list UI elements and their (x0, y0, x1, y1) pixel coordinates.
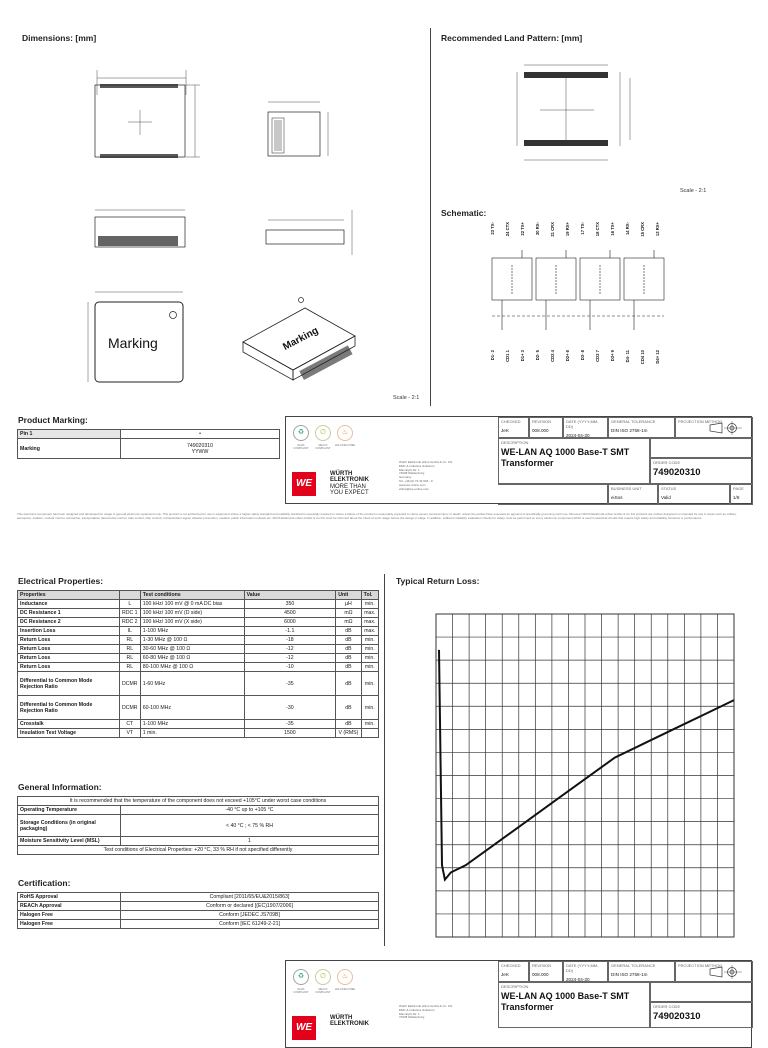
cell: min. (361, 720, 378, 729)
schematic-pin-label: CD3 7 (595, 350, 600, 362)
tolerance-label: GENERAL TOLERANCE (611, 963, 656, 968)
cell: max. (361, 627, 378, 636)
date-value: 2024-04-30 (566, 977, 590, 982)
checked-value: JeK (501, 972, 509, 977)
table-row (18, 672, 379, 696)
cell: dB (336, 720, 361, 729)
schematic-pin-label: 21 CRX (550, 222, 555, 237)
cell: min. (361, 645, 378, 654)
cell: dB (336, 654, 361, 663)
checked-cell (498, 417, 529, 438)
table-row (18, 636, 379, 645)
schematic-pin-label: 19 RX+ (565, 222, 570, 237)
cell: dB (336, 636, 361, 645)
checked-label: CHECKED (501, 419, 521, 424)
electrical-table (17, 590, 379, 738)
schematic-pin-label: D2+ 6 (565, 350, 570, 362)
cell: µH (336, 600, 361, 609)
title-block (285, 416, 752, 504)
schematic-pin-label: D3- 8 (580, 350, 585, 361)
cell: -12 (244, 645, 336, 654)
cell: max. (361, 609, 378, 618)
col-header: Properties (18, 591, 120, 600)
table-row (18, 618, 379, 627)
table-row (18, 729, 379, 738)
status-value: Valid (661, 495, 671, 500)
cell: -40 °C up to +105 °C (121, 806, 379, 815)
cell: L (119, 600, 140, 609)
cell: 1-100 MHz (140, 627, 244, 636)
company-name (330, 1015, 369, 1028)
cell: 100 kHz/ 100 mV (D side) (140, 609, 244, 618)
schematic-pin-label: D3+ 9 (610, 350, 615, 362)
table-row (18, 893, 379, 902)
address-line: 74638 Waldenburg (399, 1015, 425, 1020)
schematic-title: Schematic: (441, 208, 487, 218)
rohs-badge-label: RoHS COMPLIANT (293, 988, 309, 994)
blank-cell (650, 982, 753, 1002)
product-marking-table (17, 429, 280, 459)
return-loss-title: Typical Return Loss: (396, 576, 480, 586)
marking-label-3d: Marking (281, 325, 321, 353)
schematic-pins-bottom (488, 350, 668, 378)
cell: max. (361, 618, 378, 627)
company-line1: WÜRTH (330, 471, 353, 477)
halogen-badge-icon: ♨ (337, 425, 353, 441)
marking-label: Marking (108, 335, 158, 351)
business-value: eiSos (611, 495, 623, 500)
table-row (18, 439, 280, 459)
bottom-divider (384, 574, 385, 946)
schematic-pin-label: D1+ 3 (520, 350, 525, 362)
schematic-pin-label: 23 TX- (490, 222, 495, 235)
cell (361, 729, 378, 738)
address-line: EMC & Inductive Solutions (399, 463, 435, 468)
table-row (18, 696, 379, 720)
reach-badge-icon: ∅ (315, 425, 331, 441)
cell: Inductance (18, 600, 120, 609)
address-line: www.we-online.com (399, 482, 426, 487)
schematic-pin-label: D1- 2 (490, 350, 495, 361)
cell: Return Loss (18, 636, 120, 645)
projection-cell (675, 961, 753, 982)
table-row (18, 627, 379, 636)
company-line1: WÜRTH (330, 1015, 353, 1021)
projection-icon (708, 421, 744, 435)
general-note-bottom: Test conditions of Electrical Properties: +20 °C, 33 % RH if not specified differently (18, 846, 379, 855)
marking-row-label: Marking (18, 439, 121, 459)
schematic-pin-label: 16 TX+ (610, 222, 615, 236)
address-line: Würth Elektronik eiSos GmbH & Co. KG (399, 460, 453, 464)
tolerance-value: DIN ISO 2768-1m (611, 972, 648, 977)
cell: -35 (244, 720, 336, 729)
cell: 100 kHz/ 100 mV (X side) (140, 618, 244, 627)
schematic-pin-label: 18 CTX (595, 222, 600, 237)
cell: DCMR (119, 672, 140, 696)
company-line2: ELEKTRONIK (330, 477, 369, 484)
cell: Moisture Sensitivity Level (MSL) (18, 837, 121, 846)
cell: Differential to Common Mode Rejection Ratio (18, 672, 120, 696)
cell: dB (336, 672, 361, 696)
address-line: Tel. +49 (0) 79 42 945 - 0 (399, 478, 433, 483)
certification-table (17, 892, 379, 929)
business-label: BUSINESS UNIT (611, 486, 642, 491)
general-note-top: It is recommended that the temperature of the component does not exceed +105°C under worst case conditions (18, 797, 379, 806)
land-pattern-scale: Scale - 2:1 (680, 188, 707, 194)
general-title: General Information: (18, 782, 102, 792)
cell: Crosstalk (18, 720, 120, 729)
revision-value: 008.000 (532, 428, 549, 433)
cell: 350 (244, 600, 336, 609)
table-row (18, 837, 379, 846)
order-code-value: 749020310 (653, 467, 701, 478)
cell: -30 (244, 696, 336, 720)
cell: -1.1 (244, 627, 336, 636)
return-loss-chart (436, 614, 736, 939)
cell: 1 min. (140, 729, 244, 738)
schematic-pin-label: 20 RX- (535, 222, 540, 236)
cell: RDC 2 (119, 618, 140, 627)
schematic-pins-top (488, 222, 668, 248)
cell: min. (361, 654, 378, 663)
cell: 1500 (244, 729, 336, 738)
description-cell (498, 982, 650, 1028)
table-row (18, 663, 379, 672)
disclaimer: This electronic component has been designed and developed for usage in general electronic equipment only. This product is not authorized for use in equipment where a higher safety standard and reliability standard is especially required or where a failure of the product is reasonably expected to cause severe personal injury or death, unless the parties have executed an agreement specifically governing such use. Moreover Würth Elektronik eiSos GmbH & Co KG products are neither designed nor intended for use in areas such as military, aerospace, aviation, nuclear control, submarine, transportation (automotive control, train control, ship control), transportation signal, disaster prevention, medical, public information network etc. Würth Elektronik eiSos GmbH & Co KG must be informed about the intent of such usage before the design-in stage. In addition, sufficient reliability evaluation checks for safety must be performed on every electronic component which is used in electrical circuits that require high safety and reliability functions or performance. (17, 512, 737, 520)
cell: 1-30 MHz @ 100 Ω (140, 636, 244, 645)
description-label: DESCRIPTION (501, 440, 529, 445)
we-logo: WE (292, 1016, 316, 1040)
col-header: Tol. (361, 591, 378, 600)
status-label: STATUS (661, 486, 677, 491)
cell: RL (119, 654, 140, 663)
table-row (18, 720, 379, 729)
cell: REACh Approval (18, 902, 121, 911)
cell: 1-100 MHz (140, 720, 244, 729)
schematic-drawing (488, 250, 668, 350)
marking-pin-value: • (121, 430, 280, 439)
rohs-badge-icon: ♻ (293, 969, 309, 985)
cell: min. (361, 636, 378, 645)
company-name (330, 471, 369, 497)
cell: mΩ (336, 609, 361, 618)
checked-label: CHECKED (501, 963, 521, 968)
table-row (18, 797, 379, 806)
cell: DC Resistance 1 (18, 609, 120, 618)
description-cell (498, 438, 650, 484)
projection-icon (708, 965, 744, 979)
certification-title: Certification: (18, 878, 71, 888)
date-value: 2024-04-30 (566, 433, 590, 438)
table-row (18, 654, 379, 663)
cell: CT (119, 720, 140, 729)
title-block-bottom (285, 960, 752, 1048)
table-row (18, 806, 379, 815)
table-row (18, 911, 379, 920)
halogen-badge-label: HALOGEN FREE (334, 988, 356, 991)
description-line1: WE-LAN AQ 1000 Base-T SMT (501, 991, 630, 1001)
cell: Conform [JEDEC JS709B] (121, 911, 379, 920)
cell: DCMR (119, 696, 140, 720)
reach-badge-icon: ∅ (315, 969, 331, 985)
general-table (17, 796, 379, 855)
order-code-cell (650, 1002, 753, 1028)
cell: 6000 (244, 618, 336, 627)
we-logo: WE (292, 472, 316, 496)
cell: min. (361, 663, 378, 672)
product-description (501, 447, 647, 469)
address-line: eiSos@we-online.com (399, 486, 429, 491)
cell: dB (336, 627, 361, 636)
table-row (18, 902, 379, 911)
electrical-title: Electrical Properties: (18, 576, 104, 586)
marking-row-value (121, 439, 280, 459)
cell: Halogen Free (18, 911, 121, 920)
projection-cell (675, 417, 753, 438)
address-line: Germany (399, 475, 412, 480)
status-cell (658, 484, 730, 505)
cell: Return Loss (18, 654, 120, 663)
table-row (18, 609, 379, 618)
cell: Halogen Free (18, 920, 121, 929)
tolerance-label: GENERAL TOLERANCE (611, 419, 656, 424)
address-line: Würth Elektronik eiSos GmbH & Co. KG (399, 1004, 453, 1008)
dimensions-drawing (0, 40, 430, 420)
table-header-row (18, 591, 379, 600)
page-value: 1/8 (733, 495, 740, 500)
cell: 60-100 MHz (140, 696, 244, 720)
cell: RL (119, 663, 140, 672)
cell: DC Resistance 2 (18, 618, 120, 627)
cell: min. (361, 600, 378, 609)
projection-label: PROJECTION METHOD (678, 419, 723, 424)
dimensions-scale: Scale - 2:1 (393, 395, 420, 401)
cell: -12 (244, 654, 336, 663)
table-row (18, 920, 379, 929)
schematic-pin-label: D4- 11 (625, 350, 630, 363)
cell: RL (119, 636, 140, 645)
tolerance-cell (608, 417, 675, 438)
schematic-pin-label: 15 CRX (640, 222, 645, 237)
table-row (18, 430, 280, 439)
schematic-pin-label: 14 RX- (625, 222, 630, 236)
page-label: PAGE (733, 486, 744, 491)
col-header: Value (244, 591, 336, 600)
tolerance-value: DIN ISO 2768-1m (611, 428, 648, 433)
order-code-cell (650, 458, 753, 484)
table-row (18, 815, 379, 837)
cell: Storage Conditions (in original packaging) (18, 815, 121, 837)
halogen-badge-icon: ♨ (337, 969, 353, 985)
top-divider (430, 28, 431, 406)
cell: Return Loss (18, 645, 120, 654)
checked-value: JeK (501, 428, 509, 433)
cell: Insertion Loss (18, 627, 120, 636)
cell: RoHS Approval (18, 893, 121, 902)
cell: IL (119, 627, 140, 636)
projection-label: PROJECTION METHOD (678, 963, 723, 968)
cell: Compliant [2011/65/EU&2015/863] (121, 893, 379, 902)
date-label: DATE (YYYY-MM-DD) (566, 419, 599, 429)
cell: 4500 (244, 609, 336, 618)
schematic-pin-label: 22 TX+ (520, 222, 525, 236)
series-line (439, 650, 734, 880)
schematic-pin-label: 17 TX- (580, 222, 585, 235)
halogen-badge-label: HALOGEN FREE (334, 444, 356, 447)
company-address (399, 461, 452, 491)
revision-cell (529, 961, 563, 982)
schematic-pin-label: 24 CTX (505, 222, 510, 237)
cell: Return Loss (18, 663, 120, 672)
table-row (18, 600, 379, 609)
order-code-label: ORDER CODE (653, 460, 681, 465)
cell: -35 (244, 672, 336, 696)
checked-cell (498, 961, 529, 982)
cell: 80-100 MHz @ 100 Ω (140, 663, 244, 672)
cell: -10 (244, 663, 336, 672)
date-cell (563, 417, 608, 438)
schematic-pin-label: CD1 1 (505, 350, 510, 362)
cell: Differential to Common Mode Rejection Ratio (18, 696, 120, 720)
order-code-value: 749020310 (653, 1011, 701, 1022)
col-header: Test conditions (140, 591, 244, 600)
tagline1: MORE THAN (330, 483, 366, 490)
cell: -18 (244, 636, 336, 645)
cell: < 40 °C ; < 75 % RH (121, 815, 379, 837)
schematic-pin-label: CD2 4 (550, 350, 555, 362)
cell: dB (336, 645, 361, 654)
product-marking-title: Product Marking: (18, 415, 88, 425)
order-code-label: ORDER CODE (653, 1004, 681, 1009)
cell: V (RMS) (336, 729, 361, 738)
blank-cell (650, 438, 753, 458)
table-row (18, 645, 379, 654)
address-line: 74638 Waldenburg (399, 471, 425, 476)
revision-label: REVISION (532, 419, 552, 424)
col-header (119, 591, 140, 600)
address-line: Max-Eyth-Str. 1 (399, 1011, 420, 1016)
cell: 60-80 MHz @ 100 Ω (140, 654, 244, 663)
marking-pin-label: Pin 1 (18, 430, 121, 439)
reach-badge-label: REACh COMPLIANT (315, 444, 331, 450)
schematic-pin-label: D4+ 12 (655, 350, 660, 364)
cell: mΩ (336, 618, 361, 627)
revision-cell (529, 417, 563, 438)
business-unit-cell (498, 484, 608, 505)
description-line1: WE-LAN AQ 1000 Base-T SMT (501, 447, 630, 457)
cell: 30-60 MHz @ 100 Ω (140, 645, 244, 654)
date-cell (563, 961, 608, 982)
land-pattern-drawing (510, 60, 650, 180)
company-address (399, 1005, 452, 1020)
tolerance-cell (608, 961, 675, 982)
cell: Conform [IEC 61249-2-21] (121, 920, 379, 929)
schematic-pin-label: CD4 10 (640, 350, 645, 365)
cell: dB (336, 663, 361, 672)
land-pattern-title: Recommended Land Pattern: [mm] (441, 33, 583, 43)
page-cell (730, 484, 753, 505)
cell: RL (119, 645, 140, 654)
col-header: Unit (336, 591, 361, 600)
address-line: Max-Eyth-Str. 1 (399, 467, 420, 472)
schematic-pin-label: D2- 5 (535, 350, 540, 361)
cell: min. (361, 696, 378, 720)
schematic-pin-label: 13 RX+ (655, 222, 660, 237)
cell: 1 (121, 837, 379, 846)
reach-badge-label: REACh COMPLIANT (315, 988, 331, 994)
cell: 1-60 MHz (140, 672, 244, 696)
description-label: DESCRIPTION (501, 984, 529, 989)
business-cell (608, 484, 658, 505)
description-line2: Transformer (501, 458, 554, 468)
rohs-badge-icon: ♻ (293, 425, 309, 441)
cell: VT (119, 729, 140, 738)
tagline2: YOU EXPECT (330, 490, 369, 497)
cell: dB (336, 696, 361, 720)
cell: Operating Temperature (18, 806, 121, 815)
cell: Conform or declared [(EC)1907/2006] (121, 902, 379, 911)
table-row (18, 846, 379, 855)
product-description (501, 991, 647, 1013)
dimensions-title: Dimensions: [mm] (22, 33, 97, 43)
revision-value: 008.000 (532, 972, 549, 977)
description-line2: Transformer (501, 1002, 554, 1012)
cell: Insulation Test Voltage (18, 729, 120, 738)
cell: RDC 1 (119, 609, 140, 618)
cell: 100 kHz/ 100 mV @ 0 mA DC bias (140, 600, 244, 609)
company-line2: ELEKTRONIK (330, 1021, 369, 1028)
marking-date-code: YYWW (191, 448, 209, 455)
date-label: DATE (YYYY-MM-DD) (566, 963, 599, 973)
address-line: EMC & Inductive Solutions (399, 1007, 435, 1012)
marking-code: 749020310 (187, 442, 213, 449)
revision-label: REVISION (532, 963, 552, 968)
cell: min. (361, 672, 378, 696)
rohs-badge-label: RoHS COMPLIANT (293, 444, 309, 450)
